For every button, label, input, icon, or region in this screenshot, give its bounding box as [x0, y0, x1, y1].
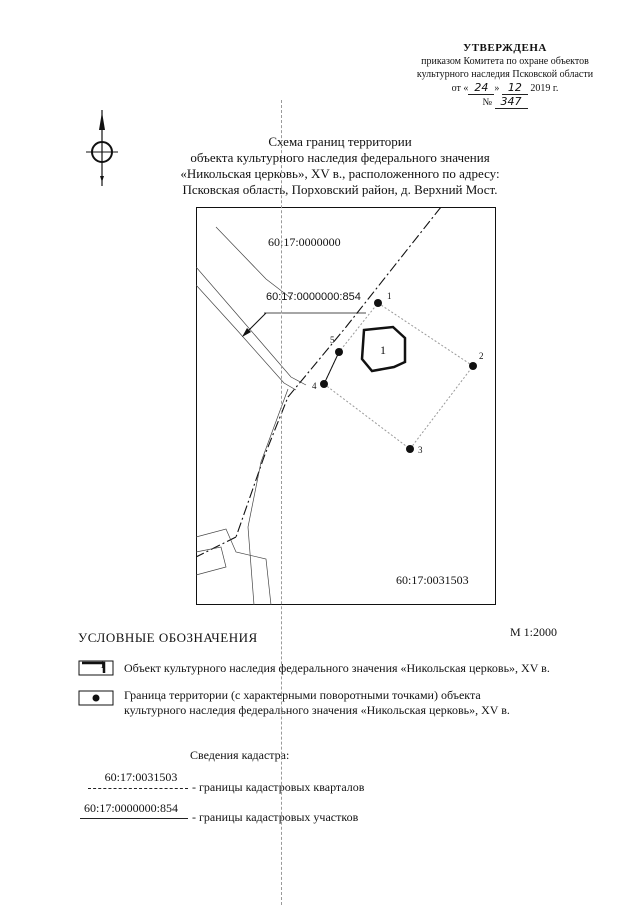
fold-line: [281, 100, 282, 905]
quarter-label-bottom: 60:17:0031503: [396, 573, 469, 587]
point-label-5: 5: [330, 335, 335, 345]
approval-number: № 347: [400, 95, 610, 109]
map-drawing: [196, 207, 496, 605]
approval-date: от « 24 » 12 2019 г.: [451, 81, 559, 94]
map-scale: М 1:2000: [510, 625, 558, 639]
point-label-4: 4: [312, 381, 317, 391]
turning-point-5: [335, 348, 343, 356]
north-arrow-icon: [82, 108, 122, 188]
legend-object-symbol: [78, 660, 114, 676]
point-label-2: 2: [479, 351, 484, 361]
approval-day: 24: [468, 81, 494, 95]
legend-heading: УСЛОВНЫЕ ОБОЗНАЧЕНИЯ: [78, 630, 258, 645]
turning-point-4: [320, 380, 328, 388]
turning-point-1: [374, 299, 382, 307]
parcel-label: 60:17:0000000:854: [266, 291, 361, 303]
cadastre-quarter-number: 60:17:0031503: [104, 770, 178, 784]
legend-boundary-symbol: [78, 690, 114, 706]
point-label-1: 1: [387, 291, 392, 301]
approval-heading: УТВЕРЖДЕНА: [463, 42, 547, 54]
object-number-label: 1: [380, 343, 386, 357]
cadastre-quarter-desc: - границы кадастровых кварталов: [192, 780, 365, 794]
approval-number-value: 347: [495, 95, 528, 109]
cadastre-parcel-number: 60:17:0000000:854: [83, 801, 178, 815]
approval-line1: приказом Комитета по охране объектов: [421, 56, 589, 67]
approval-line2: культурного наследия Псковской области: [416, 69, 594, 80]
scheme-title: Схема границ территории объекта культурного наследия федерального значения «Никольская церковь», XV в., расположенного по адресу: Псковская область, Порховский район, д. Верхний Мост.: [180, 134, 500, 197]
point-label-3: 3: [418, 445, 423, 455]
cadastre-parcel-desc: - границы кадастровых участков: [192, 810, 359, 824]
approval-block: [400, 42, 610, 109]
quarter-label-top: 60:17:0000000: [268, 235, 341, 249]
turning-point-3: [406, 445, 414, 453]
approval-month: 12: [502, 81, 528, 95]
legend-item-object: Объект культурного наследия федерального значения «Никольская церковь», XV в.: [124, 661, 550, 675]
map-area: [196, 207, 496, 605]
cadastre-parcel-line: [80, 818, 188, 819]
turning-point-2: [469, 362, 477, 370]
cadastre-heading: Сведения кадастра:: [190, 748, 290, 762]
cadastre-quarter-line: [88, 788, 188, 789]
legend-item-boundary: Граница территории (с характерными поворотными точками) объекта культурного наследия федерального значения «Никольская церковь», XV в.: [124, 688, 510, 717]
